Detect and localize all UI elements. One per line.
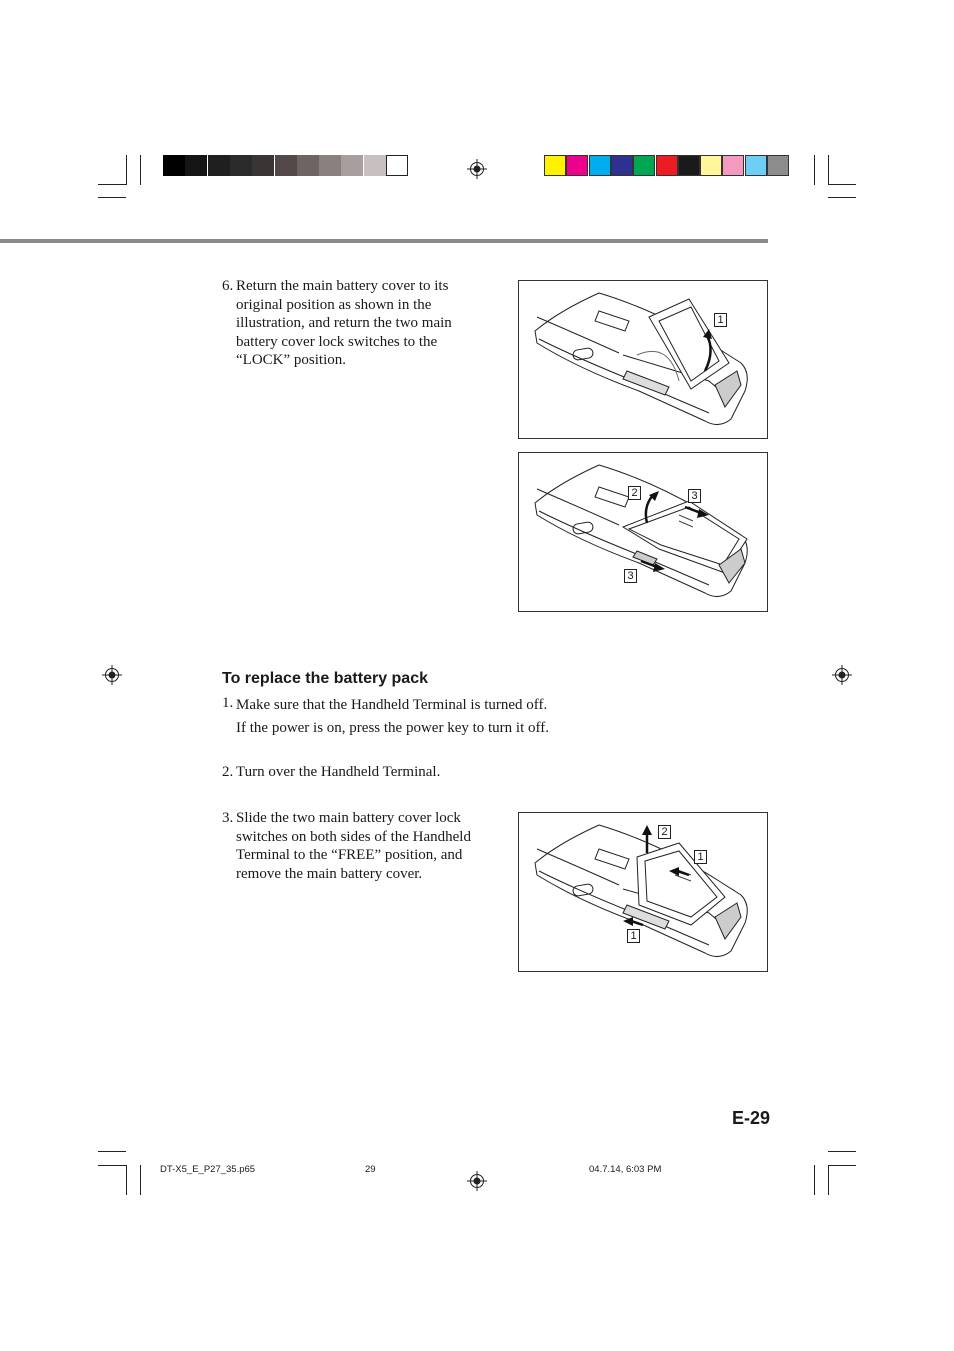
slug-page: 29 bbox=[365, 1164, 376, 1175]
illustration-cover-closing bbox=[518, 280, 768, 439]
color-swatch bbox=[544, 155, 566, 176]
color-swatch bbox=[611, 155, 633, 176]
registration-mark-icon bbox=[102, 665, 122, 685]
step-number: 1. bbox=[222, 695, 234, 711]
crop-mark bbox=[126, 155, 127, 185]
color-swatch bbox=[700, 155, 722, 176]
color-swatch bbox=[745, 155, 767, 176]
step-line: switches on both sides of the Handheld bbox=[236, 828, 471, 845]
gray-swatch bbox=[275, 155, 297, 176]
registration-mark-icon bbox=[467, 159, 487, 179]
gray-swatch bbox=[386, 155, 408, 176]
step-line: remove the main battery cover. bbox=[236, 865, 423, 882]
step-line: Turn over the Handheld Terminal. bbox=[236, 764, 441, 780]
step-text bbox=[236, 763, 440, 782]
gray-swatch bbox=[252, 155, 274, 176]
step-line: battery cover lock switches to the bbox=[236, 333, 438, 350]
callout-label: 3 bbox=[688, 489, 701, 503]
callout-label: 1 bbox=[694, 850, 707, 864]
illustration-cover-locking bbox=[518, 452, 768, 612]
color-swatch bbox=[767, 155, 789, 176]
slug-file-name: DT-X5_E_P27_35.p65 bbox=[160, 1164, 256, 1175]
registration-mark-icon bbox=[832, 665, 852, 685]
callout-label: 1 bbox=[714, 313, 727, 327]
gray-swatch bbox=[230, 155, 252, 176]
gray-swatch bbox=[341, 155, 363, 176]
terminal-illustration bbox=[519, 453, 767, 611]
step-line: “LOCK” position. bbox=[236, 352, 346, 368]
step-text bbox=[236, 809, 471, 883]
callout-label: 2 bbox=[658, 825, 671, 839]
step-number: 2. bbox=[222, 764, 234, 780]
color-swatch bbox=[722, 155, 744, 176]
gray-swatch bbox=[208, 155, 230, 176]
gray-swatch bbox=[364, 155, 386, 176]
crop-mark bbox=[98, 184, 126, 185]
crop-mark bbox=[828, 184, 856, 185]
slug-timestamp: 04.7.14, 6:03 PM bbox=[589, 1164, 662, 1175]
callout-label: 1 bbox=[627, 929, 640, 943]
crop-mark bbox=[814, 155, 815, 185]
crop-mark bbox=[140, 1165, 141, 1195]
gray-swatch bbox=[163, 155, 185, 176]
callout-label: 2 bbox=[628, 486, 641, 500]
step-line: If the power is on, press the power key to turn it off. bbox=[236, 720, 549, 736]
step-number: 3. bbox=[222, 810, 234, 826]
step-line: Return the main battery cover to its bbox=[236, 278, 449, 294]
crop-mark bbox=[126, 1165, 127, 1195]
step-line: original position as shown in the bbox=[236, 296, 432, 313]
step-line: illustration, and return the two main bbox=[236, 315, 452, 331]
step-1 bbox=[222, 694, 582, 740]
section-heading: To replace the battery pack bbox=[222, 670, 428, 687]
color-swatch bbox=[633, 155, 655, 176]
crop-mark bbox=[140, 155, 141, 185]
crop-mark bbox=[98, 197, 126, 198]
step-text bbox=[236, 277, 452, 370]
crop-mark bbox=[828, 197, 856, 198]
crop-mark bbox=[828, 1165, 829, 1195]
crop-mark bbox=[98, 1151, 126, 1152]
step-3 bbox=[222, 809, 502, 885]
crop-mark bbox=[828, 1151, 856, 1152]
gray-swatch bbox=[185, 155, 207, 176]
terminal-illustration bbox=[519, 813, 767, 971]
step-line: Make sure that the Handheld Terminal is turned off. bbox=[236, 697, 548, 713]
step-6 bbox=[222, 277, 492, 372]
header-rule bbox=[0, 239, 768, 243]
step-2 bbox=[222, 763, 582, 783]
gray-swatch bbox=[297, 155, 319, 176]
registration-mark-icon bbox=[467, 1171, 487, 1191]
step-text bbox=[236, 694, 549, 740]
color-swatch bbox=[678, 155, 700, 176]
crop-mark bbox=[98, 1165, 126, 1166]
crop-mark bbox=[828, 155, 829, 185]
color-swatch bbox=[589, 155, 611, 176]
terminal-illustration bbox=[519, 281, 767, 438]
color-swatch bbox=[566, 155, 588, 176]
crop-mark bbox=[814, 1165, 815, 1195]
callout-label: 3 bbox=[624, 569, 637, 583]
illustration-cover-removing bbox=[518, 812, 768, 972]
step-line: Terminal to the “FREE” position, and bbox=[236, 847, 463, 863]
step-line: Slide the two main battery cover lock bbox=[236, 810, 461, 826]
gray-swatch bbox=[319, 155, 341, 176]
crop-mark bbox=[828, 1165, 856, 1166]
step-number: 6. bbox=[222, 278, 234, 294]
color-swatch bbox=[656, 155, 678, 176]
page-number: E-29 bbox=[732, 1108, 771, 1128]
